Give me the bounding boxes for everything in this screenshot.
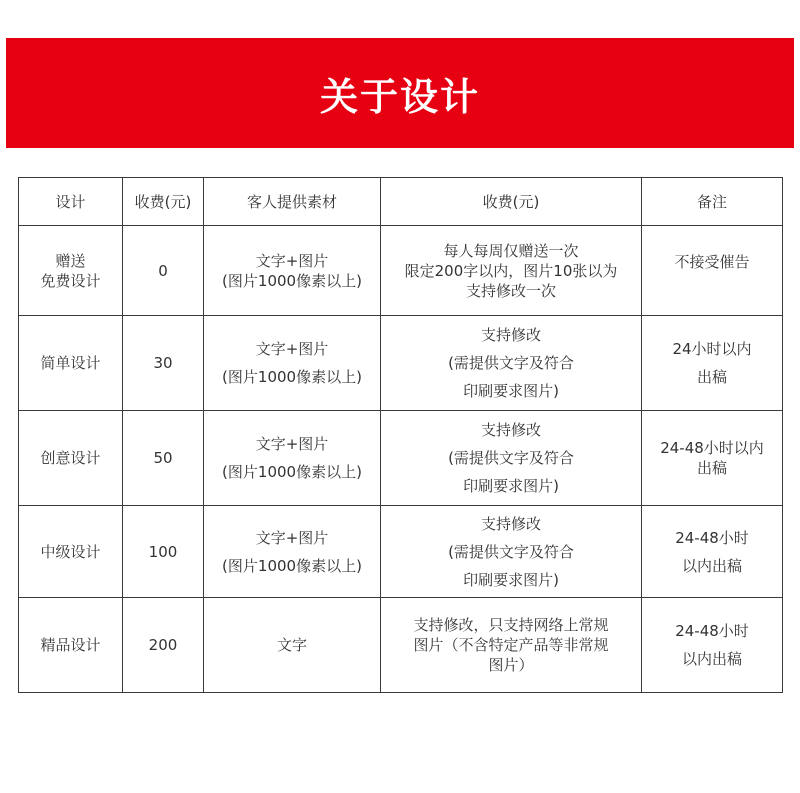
page-title: 关于设计 [319,74,480,119]
cell-line: 30 [153,354,173,372]
cell-material [204,598,381,693]
cell-line: 50 [153,449,173,467]
cell-design [19,316,123,411]
cell-note [642,316,783,411]
table-row [19,316,783,411]
cell-line: 文字 [276,636,307,654]
pricing-table [18,177,783,693]
cell-design [19,226,123,316]
cell-note [642,598,783,693]
cell-line: 图片） [488,656,534,674]
cell-line: 24小时以内 [672,340,752,358]
cell-design [19,598,123,693]
cell-line: 印刷要求图片) [463,570,559,589]
cell-material [204,506,381,598]
cell-line: 图片（不含特定产品等非常规 [413,636,609,654]
cell-line: 限定200字以内，图片10张以为 [404,261,618,280]
table-row [19,411,783,506]
cell-price [123,506,204,598]
cell-line: 印刷要求图片) [463,477,559,495]
cell-line: 创意设计 [40,449,101,467]
cell-line: 免费设计 [40,271,101,290]
cell-price [123,598,204,693]
title-banner [6,38,794,148]
cell-fee [381,226,642,316]
cell-price [123,316,204,411]
cell-line: (需提供文字及符合 [448,449,574,467]
cell-line: 文字+图片 [255,340,329,358]
cell-design [19,506,123,598]
cell-line: (图片1000像素以上) [222,556,362,575]
cell-line: 精品设计 [40,636,101,654]
cell-price [123,411,204,506]
cell-line: 印刷要求图片) [463,382,559,400]
cell-fee [381,316,642,411]
cell-line: (图片1000像素以上) [222,368,362,386]
header-material: 客人提供素材 [204,178,381,226]
table-header-row [19,178,783,226]
cell-material [204,411,381,506]
cell-note [642,411,783,506]
cell-fee [381,598,642,693]
cell-line: 200 [148,636,178,654]
header-design: 设计 [19,178,123,226]
cell-line: 支持修改 [480,326,541,344]
cell-line: 以内出稿 [681,650,742,668]
cell-line: 支持修改 [480,421,541,439]
table-row [19,226,783,316]
table-row [19,506,783,598]
cell-note [642,506,783,598]
cell-line: 不接受催告 [674,253,750,271]
cell-line: 出稿 [696,459,727,477]
cell-fee [381,506,642,598]
cell-line: 简单设计 [40,354,101,372]
cell-line: 文字+图片 [255,251,329,270]
table-row [19,598,783,693]
cell-line: (需提供文字及符合 [448,354,574,372]
cell-note [642,226,783,316]
cell-line: 支持修改一次 [465,281,556,300]
cell-line: 24-48小时 [675,622,749,640]
header-fee: 收费(元) [381,178,642,226]
cell-line: 0 [158,261,168,280]
cell-material [204,226,381,316]
cell-line: (图片1000像素以上) [222,463,362,481]
cell-line: 文字+图片 [255,528,329,547]
cell-line: 支持修改 [480,514,541,533]
cell-line: 赠送 [55,251,86,270]
cell-design [19,411,123,506]
cell-line: 24-48小时以内 [660,439,764,457]
cell-price [123,226,204,316]
cell-line: 100 [148,542,178,561]
cell-line: 中级设计 [40,542,101,561]
cell-line: 24-48小时 [675,528,749,547]
cell-line: 出稿 [696,368,727,386]
cell-line: 文字+图片 [255,435,329,453]
cell-material [204,316,381,411]
cell-line: (需提供文字及符合 [448,542,574,561]
header-note: 备注 [642,178,783,226]
cell-line: 以内出稿 [681,556,742,575]
cell-line: (图片1000像素以上) [222,271,362,290]
cell-line: 每人每周仅赠送一次 [443,241,579,260]
cell-line: 支持修改，只支持网络上常规 [413,616,609,634]
header-price: 收费(元) [123,178,204,226]
cell-fee [381,411,642,506]
